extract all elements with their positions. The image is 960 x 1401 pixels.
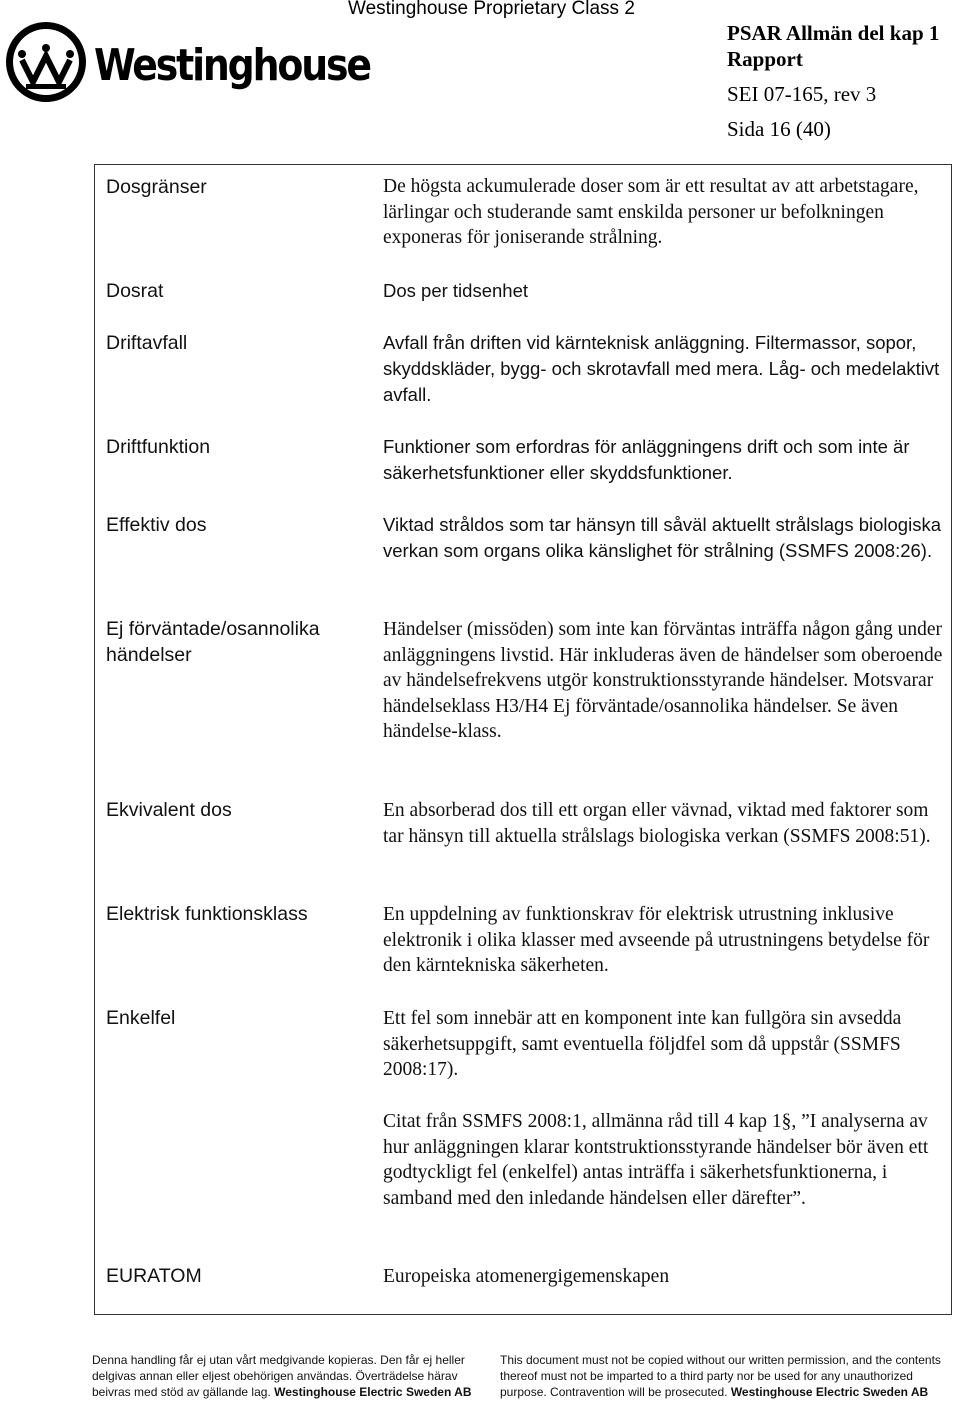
page-number: Sida 16 (40) <box>727 117 831 141</box>
document-info <box>727 20 939 142</box>
term-dosgranser: Dosgränser <box>106 176 207 198</box>
term-ekvivalent-dos: Ekvivalent dos <box>106 799 232 821</box>
footer-swedish-notice <box>92 1352 492 1400</box>
definition-dosgranser: De högsta ackumulerade doser som är ett resultat av att arbetstagare, lärlingar och studerande samt enskilda personer ur befolkningen exponeras för joniserande strålning. <box>383 176 919 249</box>
term-effektiv-dos: Effektiv dos <box>106 514 207 536</box>
footer-swedish-text: Denna handling får ej utan vårt medgivande kopieras. Den får ej heller delgivas annan eller eljest obehörigen användas. Överträdelse härav beivras med stöd av gällande lag. <box>92 1353 465 1399</box>
definition-ekvivalent-dos: En absorberad dos till ett organ eller vävnad, viktad med faktorer som tar hänsyn till aktuella strålslags biologiska verkan (SSMFS 2008:51). <box>383 800 931 847</box>
term-enkelfel: Enkelfel <box>106 1007 176 1029</box>
term-elektrisk-funktionsklass: Elektrisk funktionsklass <box>106 903 308 925</box>
definition-driftavfall: Avfall från driften vid kärnteknisk anläggning. Filtermassor, sopor, skyddskläder, bygg- och skrotavfall med mera. Låg- och medelaktivt avfall. <box>383 332 940 405</box>
term-driftavfall: Driftavfall <box>106 332 188 354</box>
page-header <box>0 0 960 150</box>
definition-driftfunktion: Funktioner som erfordras för anläggningens drift och som inte är säkerhetsfunktioner eller skyddsfunktioner. <box>383 436 910 483</box>
term-dosrat: Dosrat <box>106 280 164 302</box>
footer-english-company: Westinghouse Electric Sweden AB <box>730 1385 929 1399</box>
definition-ej-forvantade-handelser: Händelser (missöden) som inte kan förväntas inträffa någon gång under anläggningens livstid. Här inkluderas även de händelser som oberoende av händelsefrekvens utgör konstruktionsstyrande händelser. Motsvarar händelseklass H3/H4 Ej förväntade/osannolika händelser. Se även händelse-klass. <box>383 619 943 743</box>
footer-english-notice <box>500 1352 950 1400</box>
definition-dosrat: Dos per tidsenhet <box>383 280 529 301</box>
enkelfel-citation-note: Citat från SSMFS 2008:1, allmänna råd till 4 kap 1§, ”I analyserna av hur anläggningen klarar kontstruktionsstyrande händelser bör även ett godtyckligt fel (enkelfel) antas inträffa i säkerhetsfunktionerna, i samband med den inledande händelsen eller därefter”. <box>383 1111 929 1209</box>
document-type: Rapport <box>727 47 803 71</box>
westinghouse-circle-w-icon <box>4 20 88 104</box>
footer-swedish-company: Westinghouse Electric Sweden AB <box>274 1385 472 1399</box>
definition-enkelfel: Ett fel som innebär att en komponent inte kan fullgöra sin avsedda säkerhetsuppgift, samt eventuella följdfel som då uppstår (SSMFS 2008:17). <box>383 1008 902 1081</box>
term-ej-forvantade-handelser: Ej förväntade/osannolika händelser <box>106 618 320 666</box>
definition-elektrisk-funktionsklass: En uppdelning av funktionskrav för elektrisk utrustning inklusive elektronik i olika klasser med avseende på utrustningens betydelse för den kärntekniska säkerheten. <box>383 904 930 977</box>
westinghouse-logo <box>4 18 370 108</box>
logo-wordmark: Westinghouse <box>94 40 370 91</box>
footer-english-text: This document must not be copied without our written permission, and the contents thereof must not be imparted to a third party nor be used for any unauthorized purpose. Contravention will be prosecuted. <box>500 1353 941 1399</box>
definition-effektiv-dos: Viktad stråldos som tar hänsyn till såväl aktuellt strålslags biologiska verkan som organs olika känslighet för strålning (SSMFS 2008:26). <box>383 514 941 561</box>
document-title: PSAR Allmän del kap 1 <box>727 21 940 45</box>
proprietary-class: Westinghouse Proprietary Class 2 <box>348 0 635 19</box>
term-euratom: EURATOM <box>106 1265 202 1287</box>
report-number: SEI 07-165, rev 3 <box>727 82 877 106</box>
term-driftfunktion: Driftfunktion <box>106 436 211 458</box>
definition-euratom: Europeiska atomenergigemenskapen <box>383 1266 670 1287</box>
